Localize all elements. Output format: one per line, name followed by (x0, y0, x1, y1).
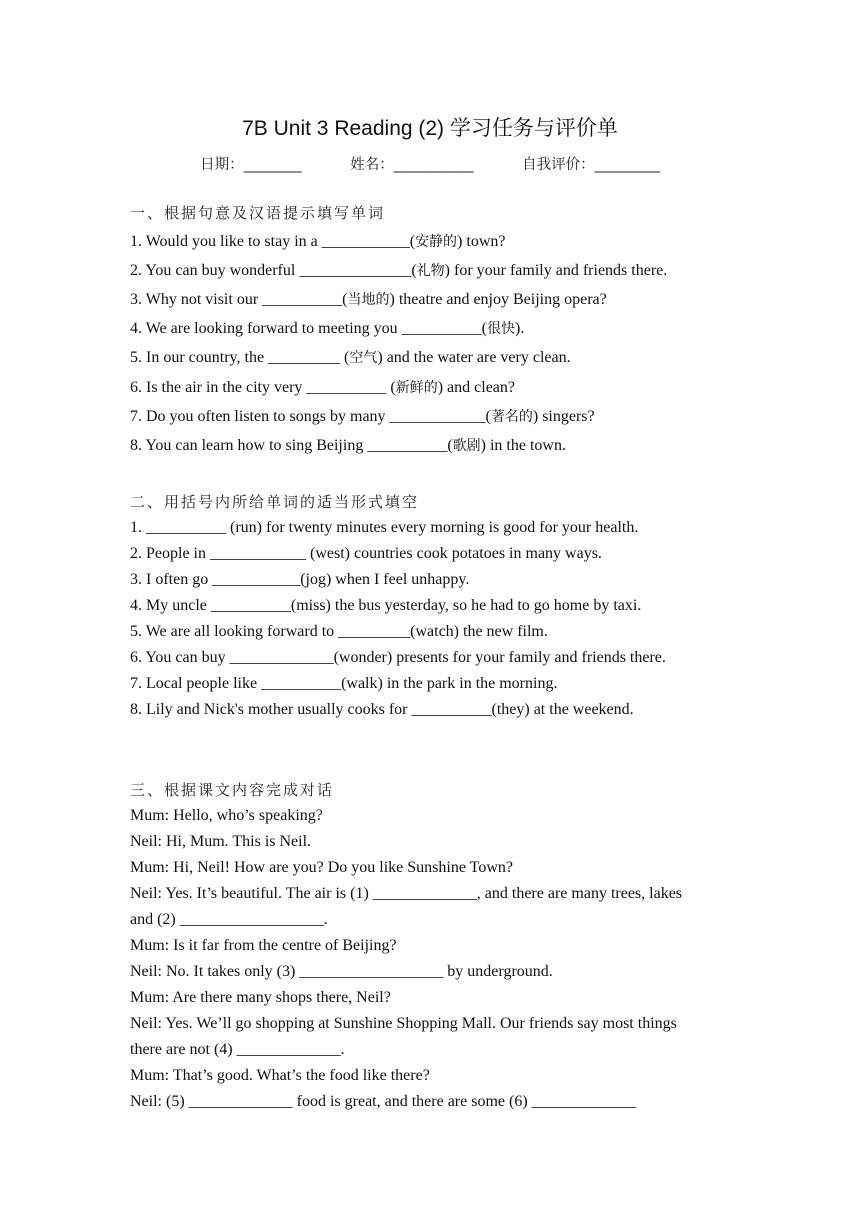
section1-item: 1. Would you like to stay in a ___________(安静的) town? (130, 233, 506, 250)
dialogue-line: there are not (4) _____________. (130, 1041, 345, 1058)
section1-item: 5. In our country, the _________ (空气) and the water are very clean. (130, 349, 571, 366)
dialogue-line: Neil: Hi, Mum. This is Neil. (130, 833, 312, 850)
section2-item: 7. Local people like __________(walk) in the park in the morning. (130, 675, 558, 692)
section1-item: 2. You can buy wonderful ______________(礼物) for your family and friends there. (130, 262, 668, 279)
self-evaluation-field: 自我评价：_________ (522, 157, 660, 173)
dialogue-line: Neil: Yes. It’s beautiful. The air is (1) _____________, and there are many trees, lakes (130, 885, 683, 902)
section1-heading: 一、根据句意及汉语提示填写单词 (130, 204, 386, 222)
section1-item: 8. You can learn how to sing Beijing __________(歌剧) in the town. (130, 437, 566, 454)
section2-item: 4. My uncle __________(miss) the bus yesterday, so he had to go home by taxi. (130, 597, 642, 614)
dialogue-line: Neil: No. It takes only (3) __________________ by underground. (130, 963, 553, 980)
section2-item: 1. __________ (run) for twenty minutes every morning is good for your health. (130, 519, 639, 536)
header-info-row (0, 153, 860, 174)
section3-heading: 三、根据课文内容完成对话 (130, 781, 335, 799)
section1-item: 4. We are looking forward to meeting you __________(很快). (130, 320, 525, 337)
section2-item: 3. I often go ___________(jog) when I feel unhappy. (130, 571, 470, 588)
section2-item: 8. Lily and Nick's mother usually cooks for __________(they) at the weekend. (130, 701, 634, 718)
name-field: 姓名：___________ (350, 157, 474, 173)
section2-item: 6. You can buy _____________(wonder) presents for your family and friends there. (130, 649, 666, 666)
page-title: 7B Unit 3 Reading (2) 学习任务与评价单 (242, 117, 618, 140)
dialogue-line: Mum: Are there many shops there, Neil? (130, 989, 391, 1006)
section2-item: 5. We are all looking forward to _________(watch) the new film. (130, 623, 548, 640)
dialogue-line: Neil: Yes. We’ll go shopping at Sunshine Shopping Mall. Our friends say most things (130, 1015, 677, 1032)
dialogue-line: Mum: Hi, Neil! How are you? Do you like Sunshine Town? (130, 859, 513, 876)
section1-item: 7. Do you often listen to songs by many ____________(著名的) singers? (130, 408, 595, 425)
section1-item: 3. Why not visit our __________(当地的) theatre and enjoy Beijing opera? (130, 291, 607, 308)
dialogue-line: Mum: Is it far from the centre of Beijing? (130, 937, 397, 954)
dialogue-line: Neil: (5) _____________ food is great, and there are some (6) _____________ (130, 1093, 636, 1110)
date-field: 日期：________ (200, 157, 302, 173)
dialogue-line: and (2) __________________. (130, 911, 328, 928)
section2-item: 2. People in ____________ (west) countries cook potatoes in many ways. (130, 545, 602, 562)
section2-heading: 二、用括号内所给单词的适当形式填空 (130, 493, 420, 511)
section1-item: 6. Is the air in the city very __________ (新鲜的) and clean? (130, 379, 515, 396)
dialogue-line: Mum: That’s good. What’s the food like there? (130, 1067, 430, 1084)
dialogue-line: Mum: Hello, who’s speaking? (130, 807, 323, 824)
